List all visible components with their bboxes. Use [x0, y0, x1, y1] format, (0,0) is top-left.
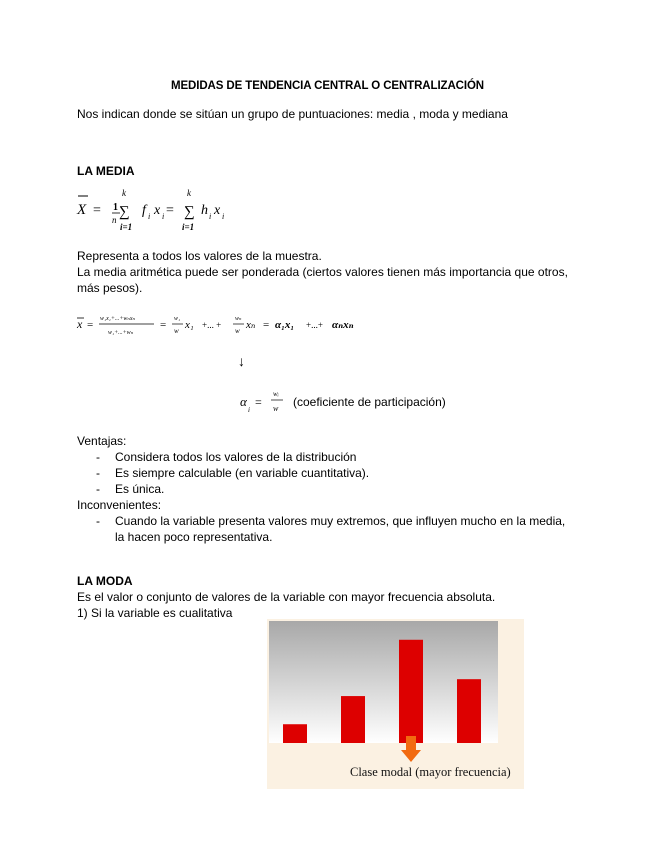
svg-text:f: f [142, 203, 146, 218]
alpha-note: (coeficiente de participación) [293, 395, 446, 409]
svg-text:=: = [255, 395, 262, 409]
weighted-mean-formula [74, 309, 374, 343]
moda-desc: Es el valor o conjunto de valores de la variable con mayor frecuencia absoluta. [77, 590, 496, 604]
svg-text:+... +: +... + [202, 320, 222, 330]
mean-symbol: X [77, 202, 87, 218]
svg-text:i: i [222, 212, 225, 221]
moda-heading: LA MODA [77, 574, 133, 588]
sigma-2: ∑ [184, 204, 195, 220]
svg-text:i=1: i=1 [120, 222, 133, 232]
bar-B [341, 696, 365, 743]
intro-text: Nos indican donde se sitúan un grupo de puntuaciones: media , moda y mediana [77, 107, 508, 121]
svg-text:w₁x₁+...+wₙxₙ: w₁x₁+...+wₙxₙ [100, 316, 135, 322]
svg-text:i: i [209, 212, 212, 221]
svg-text:x: x [214, 203, 221, 218]
svg-text:w₁: w₁ [174, 316, 181, 322]
svg-text:1: 1 [113, 202, 118, 213]
svg-text:i: i [162, 212, 165, 221]
media-desc-2: La media aritmética puede ser ponderada (ciertos valores tienen más importancia que otros, más pesos). [77, 265, 568, 295]
media-heading: LA MEDIA [77, 164, 135, 178]
svg-text:k: k [122, 188, 126, 198]
bar-D [457, 679, 481, 743]
media-desc-1: Representa a todos los valores de la muestra. [77, 249, 322, 263]
svg-text:αₙxₙ: αₙxₙ [332, 319, 354, 331]
svg-text:=: = [160, 319, 167, 331]
down-arrow-icon: ↓ [238, 353, 245, 369]
ventajas-label: Ventajas: [77, 434, 127, 448]
svg-text:=: = [87, 319, 94, 331]
page-title: MEDIDAS DE TENDENCIA CENTRAL O CENTRALIZACIÓN [170, 80, 485, 92]
inconvenientes-label: Inconvenientes: [77, 498, 162, 512]
bar-A [283, 724, 307, 743]
svg-text:k: k [187, 188, 191, 198]
svg-text:i: i [148, 212, 151, 221]
sigma-1: ∑ [119, 204, 130, 220]
svg-text:α₁x₁: α₁x₁ [275, 319, 295, 331]
mode-bar-chart [267, 619, 524, 789]
svg-text:i=1: i=1 [182, 222, 195, 232]
svg-text:i: i [248, 406, 250, 414]
svg-text:x: x [77, 317, 83, 331]
svg-text:+...+: +...+ [306, 320, 323, 330]
svg-text:α: α [240, 394, 247, 409]
svg-text:wₙ: wₙ [235, 316, 242, 322]
svg-text:h: h [201, 203, 208, 218]
svg-text:w: w [235, 327, 240, 335]
svg-text:w: w [273, 404, 279, 413]
mean-formula [74, 188, 274, 236]
bar-C [399, 640, 423, 743]
svg-text:=: = [166, 203, 174, 218]
svg-text:wᵢ: wᵢ [273, 390, 279, 398]
svg-text:x: x [154, 203, 161, 218]
svg-text:=: = [263, 319, 270, 331]
alpha-formula [238, 385, 290, 417]
moda-case-1: 1) Si la variable es cualitativa [77, 606, 233, 620]
equals-1: = [93, 203, 101, 218]
svg-text:xₙ: xₙ [246, 319, 256, 331]
svg-text:x₁: x₁ [185, 319, 194, 331]
chart-annotation: Clase modal (mayor frecuencia) [350, 765, 511, 779]
svg-text:w: w [174, 327, 179, 335]
svg-text:n: n [112, 215, 117, 225]
svg-text:w₁+...+wₙ: w₁+...+wₙ [108, 330, 134, 336]
